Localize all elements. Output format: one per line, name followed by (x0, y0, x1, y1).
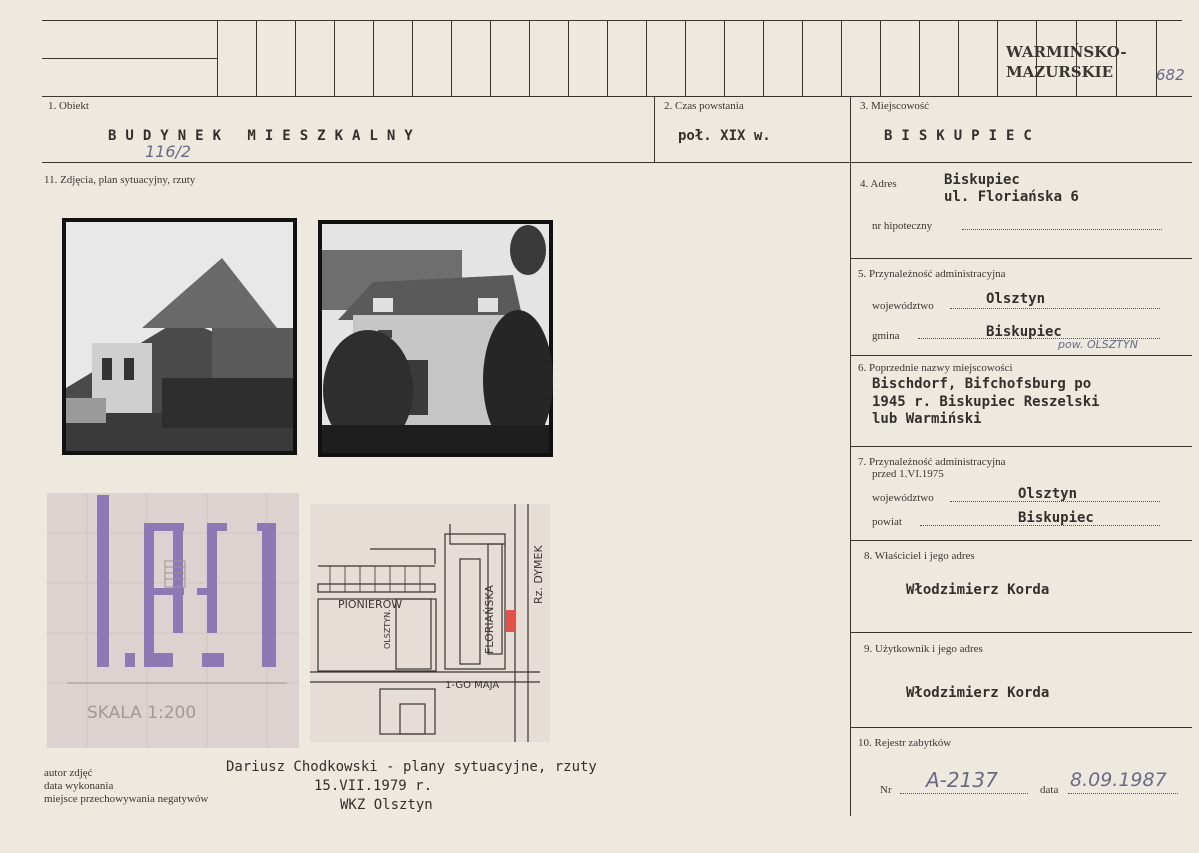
przynaleznosc-woj-value: Olsztyn (986, 291, 1046, 307)
header-cell-divider (646, 20, 647, 96)
map-label-1go-maja: 1-GO MAJA (445, 680, 500, 691)
header-cell-divider (529, 20, 530, 96)
rule-after-poprzednie (850, 446, 1192, 447)
rule-after-przynaleznosc (850, 355, 1192, 356)
header-cell-divider (958, 20, 959, 96)
header-cell-divider (490, 20, 491, 96)
header-cell-divider (568, 20, 569, 96)
header-top-rule (42, 20, 1182, 21)
header-cell-divider (607, 20, 608, 96)
adres-line-1: Biskupiec (944, 172, 1020, 188)
poprzednie-label: 6. Poprzednie nazwy miejscowości (858, 362, 1013, 374)
przynaleznosc-gmina-label: gmina (872, 330, 900, 342)
rejestr-nr-label: Nr (880, 784, 892, 796)
floor-plan (47, 493, 299, 748)
footer-autor-value: Dariusz Chodkowski - plany sytuacyjne, rzuty (226, 759, 597, 775)
header-bottom-rule (42, 96, 1192, 97)
przed1975-woj-label: województwo (872, 492, 934, 504)
rejestr-data-line (1068, 793, 1178, 794)
miejscowosc-label: 3. Miejscowość (860, 100, 930, 112)
header-cell-divider (841, 20, 842, 96)
rejestr-label: 10. Rejestr zabytków (858, 737, 952, 749)
hipoteczny-line (962, 229, 1162, 230)
adres-label: 4. Adres (860, 178, 897, 190)
header-cell-divider (685, 20, 686, 96)
header-cell-divider (763, 20, 764, 96)
row1-divider-1 (654, 96, 655, 162)
row1-bottom-rule (42, 162, 1192, 163)
poprzednie-line-1: Bischdorf, Bifchofsburg po (872, 376, 1092, 392)
przynaleznosc-label: 5. Przynależność administracyjna (858, 268, 1006, 280)
header-cell-divider (412, 20, 413, 96)
map-label-pionierow: PIONIERÓW (338, 598, 403, 611)
footer-miejsce-value: WKZ Olsztyn (340, 797, 433, 813)
przed1975-powiat-label: powiat (872, 516, 902, 528)
header-cell-divider (217, 20, 218, 96)
hipoteczny-label: nr hipoteczny (872, 220, 933, 232)
rule-after-wlasciciel (850, 632, 1192, 633)
map-label-rzdymek: Rz. DYMEK (532, 545, 545, 604)
obiekt-handwritten: 116/2 (145, 142, 192, 161)
header-cell-divider (373, 20, 374, 96)
poprzednie-line-2: 1945 r. Biskupiec Reszelski (872, 394, 1100, 410)
wlasciciel-value: Włodzimierz Korda (906, 582, 1050, 598)
rule-after-uzytkownik (850, 727, 1192, 728)
przed1975-label-2: przed 1.VI.1975 (872, 468, 944, 480)
poprzednie-line-3: lub Warmiński (872, 411, 982, 427)
header-cell-divider (880, 20, 881, 96)
wlasciciel-label: 8. Właściciel i jego adres (864, 550, 975, 562)
photo-house-courtyard (318, 220, 553, 457)
header-cell-divider (451, 20, 452, 96)
czas-label: 2. Czas powstania (664, 100, 744, 112)
plan-scale-label: SKALA 1:200 (87, 703, 197, 723)
header-cell-divider (256, 20, 257, 96)
rule-after-adres (850, 258, 1192, 259)
footer-autor-label: autor zdjęć (44, 767, 93, 779)
rejestr-nr-value: A-2137 (926, 768, 998, 792)
przynaleznosc-woj-line (950, 308, 1160, 309)
przynaleznosc-handwritten: pow. OLSZTYN (1058, 338, 1138, 351)
rejestr-nr-line (900, 793, 1028, 794)
site-map-object-marker (506, 610, 516, 632)
przed1975-powiat-value: Biskupiec (1018, 510, 1094, 526)
czas-value: poł. XIX w. (678, 128, 771, 144)
rejestr-data-label: data (1040, 784, 1059, 796)
obiekt-label: 1. Obiekt (48, 100, 89, 112)
region-stamp (1006, 42, 1127, 82)
header-cell-divider (334, 20, 335, 96)
przed1975-label-1: 7. Przynależność administracyjna (858, 456, 1006, 468)
przed1975-woj-value: Olsztyn (1018, 486, 1078, 502)
map-label-small: OLSZTYN. (383, 609, 392, 649)
footer-data-value: 15.VII.1979 r. (314, 778, 433, 794)
site-map (310, 504, 550, 742)
footer-data-label: data wykonania (44, 780, 114, 792)
adres-line-2: ul. Floriańska 6 (944, 189, 1079, 205)
header-cell-divider (295, 20, 296, 96)
uzytkownik-label: 9. Użytkownik i jego adres (864, 643, 983, 655)
region-stamp-line-1: WARMIŃSKO- (1006, 43, 1127, 61)
photo-house-front (62, 218, 297, 455)
obiekt-value: BUDYNEK MIESZKALNY (108, 128, 422, 144)
map-label-florianska: FLORIAŃSKA (483, 585, 496, 654)
przynaleznosc-woj-label: województwo (872, 300, 934, 312)
uzytkownik-value: Włodzimierz Korda (906, 685, 1050, 701)
footer-miejsce-label: miejsce przechowywania negatywów (44, 793, 209, 805)
header-mid-rule (42, 58, 217, 59)
header-cell-divider (1156, 20, 1157, 96)
header-cell-divider (919, 20, 920, 96)
header-cell-divider (724, 20, 725, 96)
header-cell-divider (997, 20, 998, 96)
przynaleznosc-gmina-value: Biskupiec (986, 324, 1062, 340)
rule-after-przed1975 (850, 540, 1192, 541)
zdjecia-label: 11. Zdjęcia, plan sytuacyjny, rzuty (44, 174, 196, 186)
right-column-divider (850, 96, 851, 816)
miejscowosc-value: BISKUPIEC (884, 128, 1041, 144)
region-stamp-line-2: MAZURSKIE (1006, 63, 1114, 81)
card-number: 682 (1156, 66, 1185, 84)
header-cell-divider (802, 20, 803, 96)
rejestr-data-value: 8.09.1987 (1070, 769, 1167, 791)
